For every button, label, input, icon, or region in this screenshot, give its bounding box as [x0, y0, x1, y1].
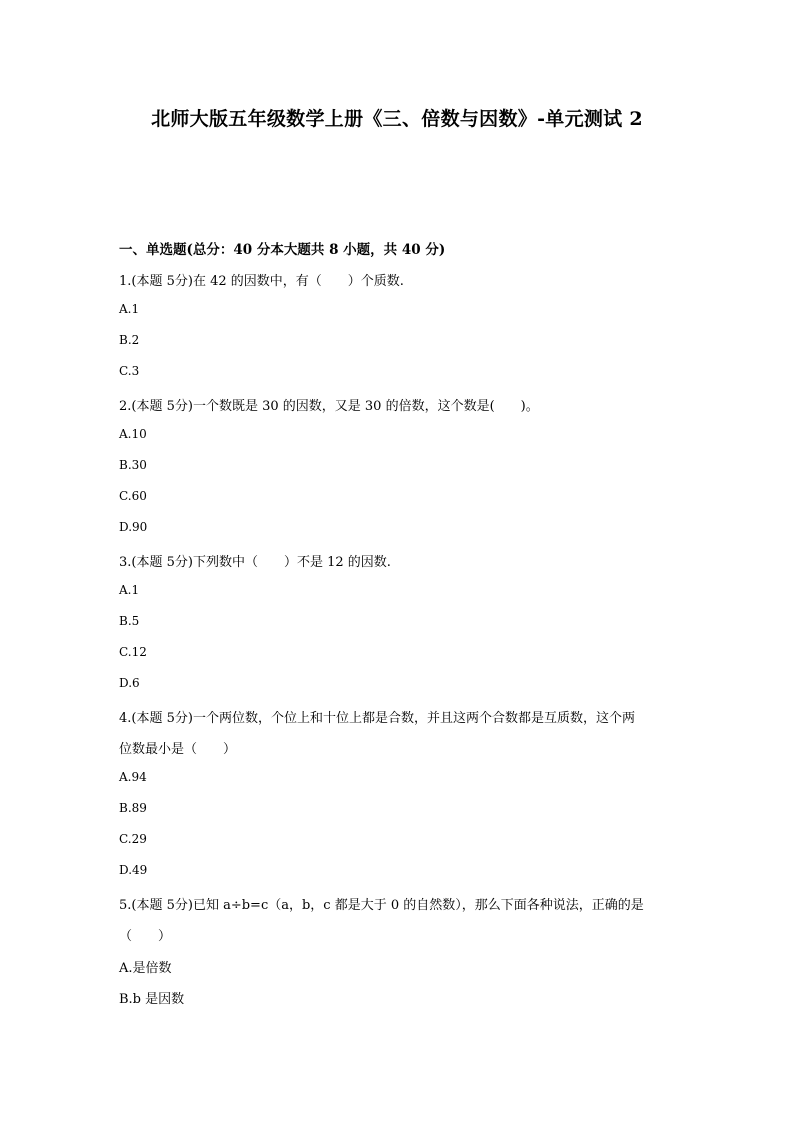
question-3-option-a: A.1	[119, 583, 140, 597]
page-title: 北师大版五年级数学上册《三、倍数与因数》-单元测试 2	[151, 108, 643, 130]
question-5-option-b: B.b 是因数	[119, 992, 185, 1007]
question-1-option-a: A.1	[119, 302, 140, 316]
question-4-stem: 4.(本题 5分)一个两位数，个位上和十位上都是合数，并且这两个合数都是互质数，这个两	[119, 711, 635, 726]
question-2-stem: 2.(本题 5分)一个数既是 30 的因数，又是 30 的倍数，这个数是( )。	[119, 399, 539, 414]
question-4-option-a: A.94	[119, 770, 147, 784]
question-4-stem-continued: 位数最小是（ ）	[119, 742, 237, 757]
question-3-option-b: B.5	[119, 614, 140, 628]
question-5-option-a: A.是倍数	[119, 961, 172, 976]
question-3-stem: 3.(本题 5分)下列数中（ ）不是 12 的因数.	[119, 555, 391, 570]
question-4-option-b: B.89	[119, 801, 147, 815]
question-4-option-d: D.49	[119, 863, 148, 877]
question-1-option-b: B.2	[119, 333, 140, 347]
question-3-option-c: C.12	[119, 645, 147, 659]
question-2-option-b: B.30	[119, 458, 147, 472]
question-4-option-c: C.29	[119, 832, 147, 846]
question-3-option-d: D.6	[119, 676, 140, 690]
question-1-option-c: C.3	[119, 364, 140, 378]
question-5-stem: 5.(本题 5分)已知 a÷b=c（a，b，c 都是大于 0 的自然数），那么下面各种说法，正确的是	[119, 898, 644, 913]
question-2-option-a: A.10	[119, 427, 147, 441]
question-2-option-d: D.90	[119, 520, 148, 534]
question-2-option-c: C.60	[119, 489, 147, 503]
question-1-stem: 1.(本题 5分)在 42 的因数中，有（ ）个质数.	[119, 274, 404, 289]
section-heading: 一、单选题(总分：40 分本大题共 8 小题，共 40 分)	[119, 242, 446, 258]
question-5-stem-continued: （ ）	[119, 929, 172, 944]
